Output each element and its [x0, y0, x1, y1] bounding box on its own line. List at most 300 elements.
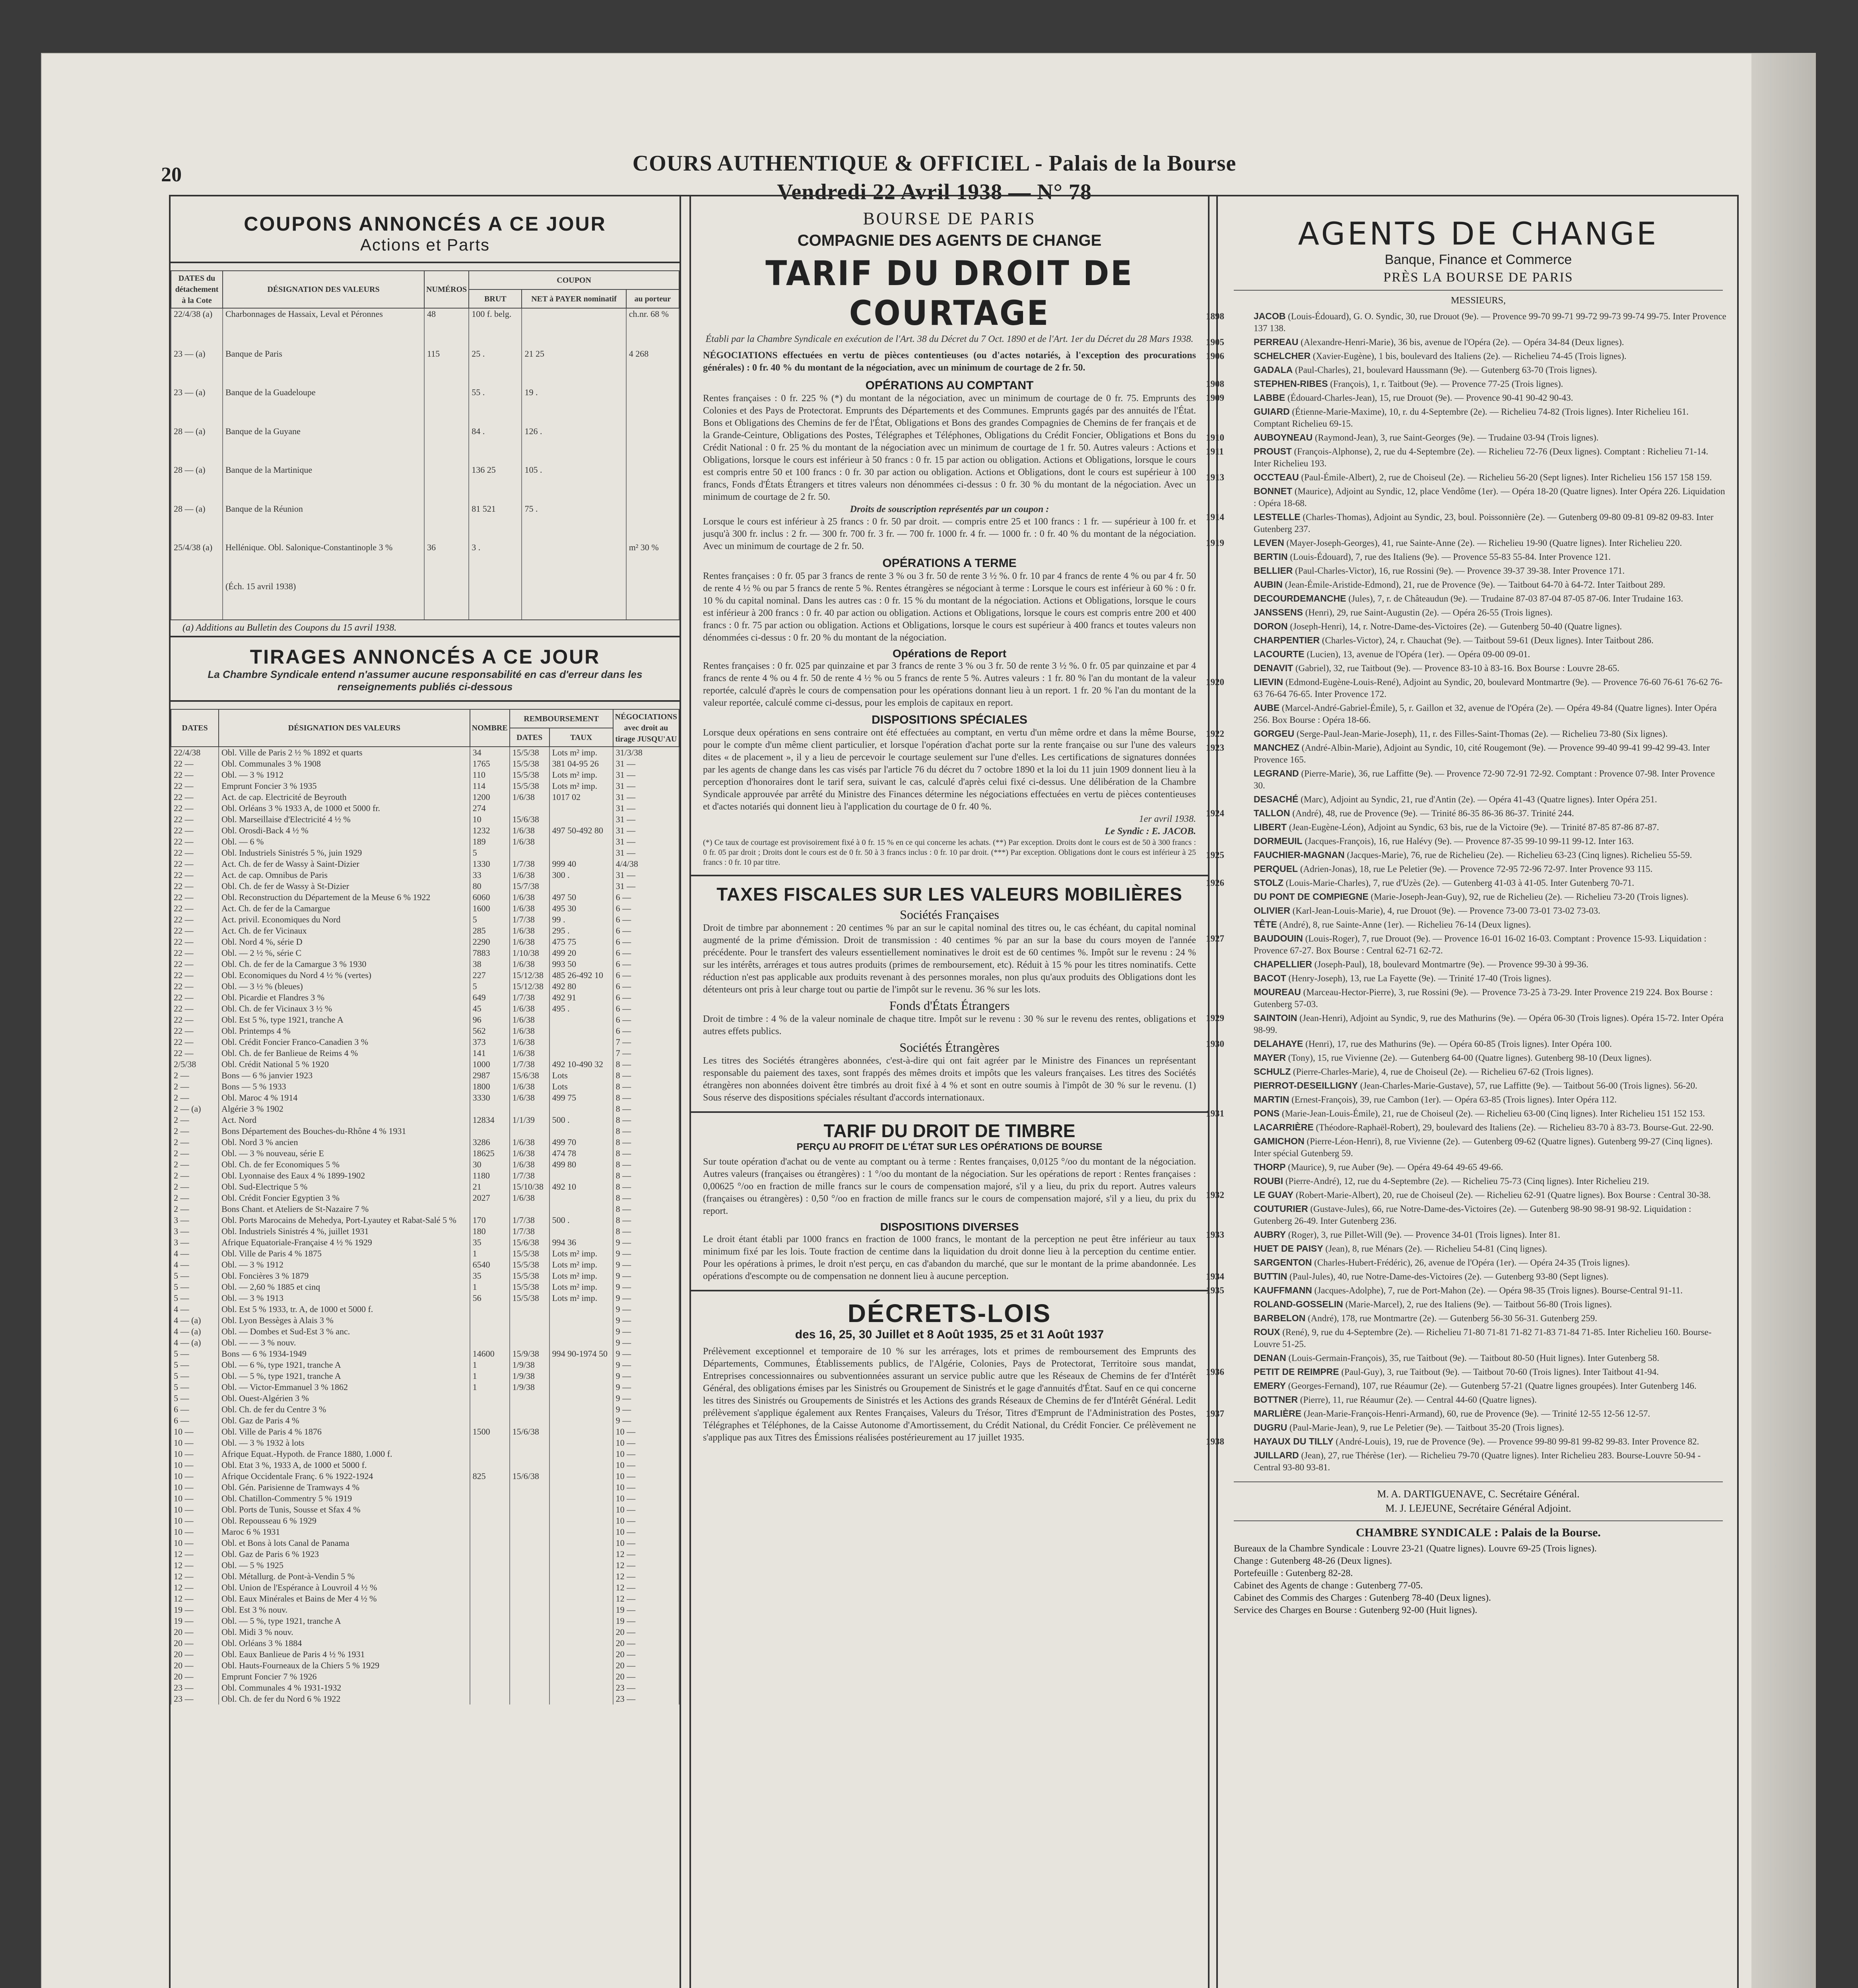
tirage-row-cell: 15/7/38 [510, 881, 549, 892]
agent-name: BOTTNER [1254, 1394, 1298, 1405]
chambre-title: CHAMBRE SYNDICALE : Palais de la Bourse. [1356, 1526, 1601, 1539]
agent-entry [1218, 662, 1739, 676]
agent-entry [1206, 537, 1739, 551]
tirage-row-cell: 492 10-490 32 [549, 1059, 613, 1070]
agent-name: AUBRY [1254, 1229, 1286, 1240]
tirage-row-cell: Obl. Crédit National 5 % 1920 [219, 1059, 470, 1070]
page-edge [1751, 54, 1815, 1988]
tirage-row-cell: Lots m² imp. [549, 1270, 613, 1281]
tirage-row-cell: 35 [470, 1270, 510, 1281]
agent-name: OLIVIER [1254, 905, 1291, 916]
agent-detail: (Jules), 7, r. de Châteaudun (9e). — Trudaine 87-03 87-04 87-05 87-06. Inter Trudaine 163. [1348, 594, 1683, 604]
tirage-row-cell: Act. de cap. Omnibus de Paris [219, 870, 470, 881]
tirage-row-cell: 15/5/38 [510, 1293, 549, 1304]
agent-entry [1218, 1079, 1739, 1093]
tirage-row-cell: 20 — [171, 1627, 219, 1638]
tirage-row-cell: 10 — [171, 1493, 219, 1504]
tirage-row [171, 1671, 679, 1682]
agent-name: PETIT DE REIMPRE [1254, 1367, 1339, 1377]
tirage-row [171, 1649, 679, 1660]
coupon-row-cell: 36 [424, 542, 469, 580]
tirage-row-cell: 6 — [171, 1404, 219, 1415]
taxes-etr-text: Droit de timbre : 4 % de la valeur nominale de chaque titre. Impôt sur le revenu : 30 % sur le revenu des rentes, obligations et autres effets publics. [703, 1014, 1196, 1037]
tirage-row-cell: 1/7/38 [510, 914, 549, 925]
right-column [1206, 196, 1739, 1988]
tirage-row-cell: 8 — [613, 1114, 679, 1126]
coupon-row-cell [626, 581, 679, 619]
tirage-row-cell: Bons — 6 % janvier 1923 [219, 1070, 470, 1081]
tirage-row-cell: Obl. Marseillaise d'Electricité 4 ½ % [219, 814, 470, 825]
tirage-row-cell [510, 1404, 549, 1415]
tirage-row-cell: 5 [470, 847, 510, 858]
agent-detail: (Charles-Victor), 24, r. Chauchat (9e). — Taitbout 59-61 (Deux lignes). Inter Taitbout 286. [1322, 635, 1654, 645]
coupon-row-cell: 105 . [522, 464, 626, 503]
tirage-row-cell: 1/7/38 [510, 1170, 549, 1181]
agent-detail: (Xavier-Eugène), 1 bis, boulevard des Italiens (2e). — Richelieu 74-45 (Trois lignes). [1312, 351, 1627, 361]
tirage-row-cell: 14600 [470, 1348, 510, 1359]
agent-name: CHAPELLIER [1254, 959, 1312, 969]
tirage-row-cell: 15/6/38 [510, 814, 549, 825]
content-frame [169, 195, 1739, 1988]
agent-entry [1218, 1093, 1739, 1107]
tirage-row-cell: 22 — [171, 970, 219, 981]
coupon-row-cell: 25/4/38 (a) [171, 542, 223, 580]
agent-entry [1218, 1298, 1739, 1312]
tirage-row [171, 1304, 679, 1315]
coupon-row-cell [171, 581, 223, 619]
tirage-row-cell: Obl. Industriels Sinistrés 4 %, juillet 1931 [219, 1226, 470, 1237]
agent-name: BELLIER [1254, 565, 1293, 576]
agent-name: PERQUEL [1254, 864, 1298, 874]
agent-detail: (Maurice), Adjoint au Syndic, 12, place Vendôme (1er). — Opéra 18-20 (Quatre lignes). Inter Opéra 226. Liquidation : Opéra 18-68. [1254, 486, 1725, 508]
tirage-row-cell: Bons Département des Bouches-du-Rhône 4 % 1931 [219, 1126, 470, 1137]
agent-entry [1206, 1038, 1739, 1052]
tirage-row-cell: 10 — [171, 1526, 219, 1538]
tirage-row-cell: Lots m² imp. [549, 1293, 613, 1304]
agent-name: LACOURTE [1254, 649, 1305, 659]
tirage-row [171, 858, 679, 870]
agent-entry [1206, 1189, 1739, 1203]
tirage-row-cell: 1/6/38 [510, 1192, 549, 1204]
tirage-row-cell [549, 1560, 613, 1571]
tirage-row-cell: 495 . [549, 1003, 613, 1014]
tirage-row-cell: 15/5/38 [510, 758, 549, 769]
tirage-row-cell: 475 75 [549, 936, 613, 947]
tirage-row-cell: Obl. Crédit Foncier Egyptien 3 % [219, 1192, 470, 1204]
tirage-row-cell: 1 [470, 1281, 510, 1293]
tirage-row-cell [549, 1660, 613, 1671]
tirage-row-cell [549, 1482, 613, 1493]
tirage-row-cell [549, 814, 613, 825]
tirage-row-cell: Obl. Communales 3 % 1908 [219, 758, 470, 769]
tirage-row-cell: Emprunt Foncier 7 % 1926 [219, 1671, 470, 1682]
tirage-row-cell: Obl. Lyonnaise des Eaux 4 % 1899-1902 [219, 1170, 470, 1181]
tirage-row-cell: 22 — [171, 947, 219, 959]
agent-detail: (Jacques-Marie), 76, rue de Richelieu (2e). — Richelieu 63-23 (Cinq lignes). Richelieu 55-59. [1347, 850, 1692, 860]
tirage-row-cell: Obl. Economiques du Nord 4 ½ % (vertes) [219, 970, 470, 981]
agent-name: COUTURIER [1254, 1204, 1308, 1214]
tirage-row [171, 1482, 679, 1493]
tirage-row-cell: 10 — [613, 1526, 679, 1538]
chambre-line: Change : Gutenberg 48-26 (Deux lignes). [1234, 1556, 1392, 1566]
agent-name: MOUREAU [1254, 987, 1301, 997]
agent-entry [1206, 676, 1739, 702]
agent-detail: (Gabriel), 32, rue Taitbout (9e). — Provence 83-10 à 83-16. Box Bourse : Louvre 28-65. [1295, 663, 1619, 673]
tirage-row-cell [549, 1359, 613, 1371]
chambre-line: Cabinet des Agents de change : Gutenberg 77-05. [1234, 1580, 1423, 1591]
tirage-row-cell: 8 — [613, 1159, 679, 1170]
tirage-row-cell: Obl. Est 3 % nouv. [219, 1604, 470, 1615]
tirage-row-cell: 114 [470, 780, 510, 792]
tirage-row-cell: 2027 [470, 1192, 510, 1204]
tirage-row-cell [510, 1671, 549, 1682]
tirage-row-cell: Obl. Ville de Paris 4 % 1876 [219, 1426, 470, 1437]
tirage-row-cell: Obl. Eaux Minérales et Bains de Mer 4 ½ % [219, 1593, 470, 1604]
agent-entry [1218, 958, 1739, 972]
agent-name: SCHELCHER [1254, 351, 1311, 361]
coupon-row-cell: Hellénique. Obl. Salonique-Constantinople 3 % [223, 542, 424, 580]
tirage-row-cell: 8 — [613, 1226, 679, 1237]
tirage-row-cell: 1600 [470, 903, 510, 914]
tirage-row-cell: 1/7/38 [510, 992, 549, 1003]
tirage-row-cell: 373 [470, 1037, 510, 1048]
coupon-row-cell: 115 [424, 348, 469, 387]
tirage-row [171, 1281, 679, 1293]
tirage-row-cell: Obl. Etat 3 %, 1933 A, de 1000 et 5000 f. [219, 1460, 470, 1471]
agent-entry [1206, 932, 1739, 958]
terme-text: Rentes françaises : 0 fr. 05 par 3 francs de rente 3 % ou 3 fr. 50 de rente 3 ½ %. 0 fr. 10 par 4 francs de rente 4 % ou par 4 fr. 50 de rente 4 ½ % ou par 5 francs de rente 5 %. Rentes étrangères se négociant à terme : Lorsque le cours est inférieur à 60 % : 0 fr. 10 % du capital nominal. Dans les autres cas : 0 fr. 15 % du montant de la négociation. Actions et Obligations, lorsque le cours est inférieur à 200 francs : 0 fr. 40 par action ou obligation. Actions et Obligations, lorsque le cours est compris entre 200 et 400 francs : 0 fr. 75 par action ou obligation. Actions et Obligations, lorsque le cours est supérieur à 400 francs et toutes valeurs non dénommées ci-dessus : 0 fr. 20 % du montant de la négociation. [703, 571, 1196, 643]
coupon-row-cell: 23 — (a) [171, 387, 223, 425]
tirage-row-cell: 492 80 [549, 981, 613, 992]
tirage-row-cell: 12834 [470, 1114, 510, 1126]
coupon-row-cell [626, 426, 679, 464]
tirage-row-cell: 2 — [171, 1081, 219, 1092]
agent-name: AUBE [1254, 703, 1280, 713]
agent-detail: (Étienne-Marie-Maxime), 10, r. du 4-Septembre (2e). — Richelieu 74-82 (Trois lignes). Inter Richelieu 161. Comptant Richelieu 69-15. [1254, 407, 1689, 429]
tirage-row-cell: 4 — [171, 1248, 219, 1259]
agent-detail: (Marceau-Hector-Pierre), 3, rue Rossini (9e). — Provence 73-25 à 73-29. Inter Provence 219 224. Box Bourse : Gutenberg 57-03. [1254, 987, 1713, 1009]
tirage-row-cell [549, 1571, 613, 1582]
agent-name: MARTIN [1254, 1094, 1289, 1105]
tirage-row [171, 1571, 679, 1582]
tirage-row-cell: 189 [470, 836, 510, 847]
agent-detail: (Paul-Marie-Jean), 9, rue Le Peletier (9e). — Taitbout 35-20 (Trois lignes). [1289, 1423, 1564, 1433]
tirage-row-cell: 7 — [613, 1037, 679, 1048]
tirage-row-cell: Act. Ch. de fer de Wassy à Saint-Dizier [219, 858, 470, 870]
tirage-row-cell: 9 — [613, 1415, 679, 1426]
tirage-row-cell: 1/6/38 [510, 892, 549, 903]
tirage-row-cell: Obl. Reconstruction du Département de la Meuse 6 % 1922 [219, 892, 470, 903]
agent-entry [1206, 336, 1739, 350]
tirage-row-cell [549, 847, 613, 858]
coupon-row-cell: 25 . [469, 348, 522, 387]
agent-year: 1931 [1206, 1109, 1224, 1118]
tirage-row-cell: 6 — [613, 959, 679, 970]
tirage-row-cell [549, 1693, 613, 1705]
agent-detail: (François-Alphonse), 2, rue du 4-Septembre (2e). — Richelieu 72-76 (Deux lignes). Comptant : Richelieu 71-14. Inter Richelieu 193. [1254, 447, 1709, 468]
agent-detail: (Lucien), 13, avenue de l'Opéra (1er). — Opéra 09-00 09-01. [1307, 649, 1530, 659]
tirage-row [171, 1293, 679, 1304]
agent-name: DORON [1254, 621, 1288, 631]
tirage-row-cell: 6 — [613, 981, 679, 992]
tirage-row-cell [549, 1549, 613, 1560]
agents-list [1206, 310, 1739, 1475]
tirage-row-cell: Obl. Printemps 4 % [219, 1025, 470, 1037]
tirage-row-cell: 4 — [171, 1259, 219, 1270]
tirage-row-cell [510, 1649, 549, 1660]
tirage-row-cell: 8 — [613, 1059, 679, 1070]
tirage-row-cell: 2 — [171, 1148, 219, 1159]
tirage-row [171, 1693, 679, 1705]
taxes-title: TAXES FISCALES SUR LES VALEURS MOBILIÈRES [716, 884, 1182, 905]
agent-entry [1218, 1052, 1739, 1066]
taxes-fr-title: Sociétés Françaises [900, 907, 999, 922]
agent-entry [1206, 350, 1739, 364]
agent-entry [1206, 1107, 1739, 1121]
agent-entry [1218, 634, 1739, 648]
tirage-row-cell: 2 — [171, 1181, 219, 1192]
agent-detail: (Mayer-Joseph-Georges), 41, rue Sainte-Anne (2e). — Richelieu 19-90 (Quatre lignes). Inter Richelieu 220. [1286, 538, 1682, 548]
tirage-row-cell: Emprunt Foncier 3 % 1935 [219, 780, 470, 792]
tirage-row-cell [510, 1315, 549, 1326]
tirage-row-cell: 9 — [613, 1382, 679, 1393]
agent-name: ROUX [1254, 1327, 1280, 1337]
tirage-row-cell [470, 1682, 510, 1693]
agent-year: 1929 [1206, 1013, 1224, 1023]
agent-detail: (Jean), 8, rue Ménars (2e). — Richelieu 54-81 (Cinq lignes). [1325, 1244, 1547, 1254]
agent-detail: (Pierre-André), 12, rue du 4-Septembre (2e). — Richelieu 75-73 (Cinq lignes). Inter Richelieu 219. [1285, 1176, 1649, 1186]
tirage-row-cell: 1/6/38 [510, 1048, 549, 1059]
tirage-row-cell: 10 — [171, 1426, 219, 1437]
agent-detail: (Adrien-Jonas), 18, rue Le Peletier (9e). — Provence 72-95 72-96 72-97. Inter Provence 93 115. [1300, 864, 1653, 874]
tirage-row-cell: 8 — [613, 1103, 679, 1114]
tirage-row [171, 1037, 679, 1048]
agent-detail: (Georges-Fernand), 107, rue Réaumur (2e). — Gutenberg 57-21 (Quatre lignes groupées). Inter Gutenberg 146. [1288, 1381, 1697, 1391]
tirage-row-cell: 99 . [549, 914, 613, 925]
agent-entry [1218, 1256, 1739, 1270]
tirage-row-cell: 15/5/38 [510, 1281, 549, 1293]
tirage-row-cell: Obl. Nord 3 % ancien [219, 1137, 470, 1148]
tirage-row [171, 1181, 679, 1192]
agent-name: LEVEN [1254, 538, 1284, 548]
tirage-row-cell [470, 1615, 510, 1627]
tirage-row-cell: 2 — [171, 1170, 219, 1181]
tirage-row-cell: 295 . [549, 925, 613, 936]
agent-name: ROUBI [1254, 1176, 1283, 1186]
dispositions-notes: (*) Ce taux de courtage est provisoirement fixé à 0 fr. 15 % en ce qui concerne les achats. (**) Par exception. Droits dont le cours est de 50 à 300 francs : 0 fr. 05 par droit ; Droits dont le cours est de 0 fr. 50 à 3 francs inclus : 0 fr. 10 par droit. (***) Par exception. Obligations dont le cours est inférieur à 25 francs : 0 fr. 10 par titre. [703, 838, 1196, 867]
tirage-row [171, 1059, 679, 1070]
agent-detail: (Pierre), 11, rue Réaumur (2e). — Central 44-60 (Quatre lignes). [1300, 1395, 1537, 1405]
tirage-row-cell: 10 — [613, 1493, 679, 1504]
agent-year: 1911 [1206, 447, 1224, 456]
tirage-row-cell: 22 — [171, 925, 219, 936]
tirage-row-cell: Obl. Ch. de fer de la Camargue 3 % 1930 [219, 959, 470, 970]
tirage-row-cell: 10 — [171, 1448, 219, 1460]
tirage-row-cell: 7 — [613, 1048, 679, 1059]
agent-entry [1218, 821, 1739, 835]
tirage-row-cell: Lots m² imp. [549, 780, 613, 792]
tirage-row-cell: Obl. Maroc 4 % 1914 [219, 1092, 470, 1103]
tirage-row [171, 970, 679, 981]
tirage-row-cell: 22 — [171, 814, 219, 825]
agent-entry [1218, 1312, 1739, 1326]
agent-name: PONS [1254, 1108, 1280, 1118]
tirage-row-cell: Obl. Chatillon-Commentry 5 % 1919 [219, 1493, 470, 1504]
tirage-row-cell: Lots m² imp. [549, 1259, 613, 1270]
tirage-row-cell [549, 1671, 613, 1682]
tirage-row-cell: 274 [470, 803, 510, 814]
tirage-row-cell: 9 — [613, 1304, 679, 1315]
tirage-row-cell: 4/4/38 [613, 858, 679, 870]
coupon-row-cell: 126 . [522, 426, 626, 464]
tirage-row-cell: 6 — [613, 903, 679, 914]
coupon-row-cell: 23 — (a) [171, 348, 223, 387]
agent-name: LIBERT [1254, 822, 1287, 832]
tirage-row-cell: 180 [470, 1226, 510, 1237]
tirage-row-cell: 22 — [171, 903, 219, 914]
tirage-row-cell: Obl. Orléans 3 % 1884 [219, 1638, 470, 1649]
tirage-row-cell [510, 1103, 549, 1114]
tirage-row-cell: 6 — [613, 992, 679, 1003]
tirage-row-cell: 22 — [171, 758, 219, 769]
tirage-row-cell: Obl. Ports Marocains de Mehedya, Port-Lyautey et Rabat-Salé 5 % [219, 1215, 470, 1226]
souscription-title: Droits de souscription représentés par un coupon : [850, 504, 1049, 514]
taxes-soc-text: Les titres des Sociétés étrangères abonnées, c'est-à-dire qui ont fait agréer par le Ministre des Finances un représentant responsable du paiement des taxes, sont frappés des mêmes droits et impôts que les valeurs françaises. Les titres des Sociétés étrangères non abonnées doivent être timbrés au droit fixé à 4 % et sont en outre soumis à l'impôt de 30 % sur le revenu. (1) Sous réserve des dispositions spéciales résultant d'accords internationaux. [703, 1056, 1196, 1103]
tirage-row-cell: 1/6/38 [510, 1025, 549, 1037]
tirage-row-cell: Lots [549, 1070, 613, 1081]
tirage-row-cell [549, 1404, 613, 1415]
agent-detail: (Pierre-Marie), 36, rue Laffitte (9e). — Provence 72-90 72-91 72-92. Comptant : Provence 07-98. Inter Provence 30. [1254, 769, 1715, 790]
agent-year: 1906 [1206, 351, 1224, 361]
agent-name: AUBIN [1254, 579, 1283, 590]
agent-detail: (Paul-Jules), 40, rue Notre-Dame-des-Victoires (2e). — Gutenberg 93-80 (Sept lignes). [1289, 1272, 1609, 1281]
tirage-row-cell: 45 [470, 1003, 510, 1014]
tirage-row [171, 1538, 679, 1549]
tirage-row-cell [549, 1593, 613, 1604]
tirage-row-cell [470, 1526, 510, 1538]
taxes-soc-title: Sociétés Étrangères [899, 1040, 1000, 1054]
tirage-row [171, 1460, 679, 1471]
tirage-row-cell: 8 — [613, 1181, 679, 1192]
coupon-row-cell [626, 387, 679, 425]
tirage-row-cell: 19 — [171, 1615, 219, 1627]
coupon-row-cell [469, 581, 522, 619]
syndic-signature: Le Syndic : E. JACOB. [1105, 826, 1196, 837]
coupon-row-cell: Banque de la Martinique [223, 464, 424, 503]
agent-year: 1914 [1206, 512, 1224, 522]
tirage-row-cell: Obl. Ch. de fer du Nord 6 % 1922 [219, 1693, 470, 1705]
coupon-row-cell: 84 . [469, 426, 522, 464]
tirage-row-cell: 22 — [171, 936, 219, 947]
tirage-row-cell: 5 — [171, 1270, 219, 1281]
agent-detail: (Joseph-Henri), 14, r. Notre-Dame-des-Victoires (2e). — Gutenberg 50-40 (Quatre lignes). [1290, 621, 1622, 631]
tirage-row-cell: 31 — [613, 792, 679, 803]
agent-detail: (Jean-Charles-Marie-Gustave), 57, rue Laffitte (9e). — Taitbout 56-00 (Trois lignes). 56-20. [1360, 1081, 1697, 1091]
tirage-row [171, 925, 679, 936]
tirage-row-cell [549, 1037, 613, 1048]
tirage-row-cell: 12 — [613, 1549, 679, 1560]
agent-detail: (Jean-Émile-Aristide-Edmond), 21, rue de Provence (9e). — Taitbout 64-70 à 64-72. Inter Taitbout 289. [1285, 580, 1666, 590]
agent-name: CHARPENTIER [1254, 635, 1320, 645]
tirage-row-cell [510, 1604, 549, 1615]
coupon-row-cell [522, 542, 626, 580]
tirage-row-cell: 499 80 [549, 1159, 613, 1170]
tirage-row-cell: 8 — [613, 1137, 679, 1148]
agent-entry [1206, 728, 1739, 742]
tirage-row [171, 1159, 679, 1170]
tirage-row-cell: 31 — [613, 814, 679, 825]
tirage-row-cell: Obl. Métallurg. de Pont-à-Vendin 5 % [219, 1571, 470, 1582]
tirage-row-cell: Obl. Eaux Banlieue de Paris 4 ½ % 1931 [219, 1649, 470, 1660]
agent-name: LE GUAY [1254, 1190, 1294, 1200]
tirage-row-cell: 9 — [613, 1259, 679, 1270]
tirage-row-cell: 22 — [171, 981, 219, 992]
tirage-row-cell [549, 1649, 613, 1660]
tirage-row-cell: 15/6/38 [510, 1237, 549, 1248]
tirage-row-cell: 12 — [171, 1582, 219, 1593]
tirage-row-cell [549, 1615, 613, 1627]
tirage-row [171, 1604, 679, 1615]
tirage-row-cell: 1200 [470, 792, 510, 803]
agent-detail: (Joseph-Paul), 18, boulevard Montmartre (9e). — Provence 99-30 à 99-36. [1314, 959, 1588, 969]
agent-name: KAUFFMANN [1254, 1285, 1312, 1295]
tirage-row-cell: Afrique Equatoriale-Française 4 ½ % 1929 [219, 1237, 470, 1248]
dispositions-date: 1er avril 1938. [1139, 814, 1196, 824]
agent-name: STEPHEN-RIBES [1254, 379, 1328, 389]
tirage-row-cell: 1232 [470, 825, 510, 836]
tirage-row-cell: Obl. — 6 %, type 1921, tranche A [219, 1359, 470, 1371]
tirage-row [171, 1426, 679, 1437]
agent-name: GORGEU [1254, 728, 1295, 739]
agent-name: LEGRAND [1254, 768, 1299, 779]
tirage-row [171, 1504, 679, 1515]
tirage-row-cell: 2 — [171, 1137, 219, 1148]
coupon-row-cell: 48 [424, 308, 469, 348]
agent-name: MANCHEZ [1254, 742, 1299, 753]
tirage-row-cell: 10 — [613, 1504, 679, 1515]
agent-entry [1218, 565, 1739, 579]
tirage-row-cell [470, 1326, 510, 1337]
tirage-row-cell: 6540 [470, 1259, 510, 1270]
tirage-row-cell: 15/6/38 [510, 1426, 549, 1437]
agent-entry [1218, 986, 1739, 1012]
tirage-row-cell: 3 — [171, 1226, 219, 1237]
tirage-row-cell: Obl. Ouest-Algérien 3 % [219, 1393, 470, 1404]
agent-name: DESACHÉ [1254, 794, 1299, 804]
dispositions-text: Lorsque deux opérations en sens contraire ont été effectuées au comptant, en vertu d'un même ordre et dans la même Bourse, pour le compte d'un même client particulier, et lorsque l'opération d'achat porte sur la rente française ou sur l'une des valeurs dites « de placement », il y a lieu de percevoir le courtage seulement sur l'une d'elles. Les certifications de signatures données par les agents de change dans les cas visés par l'article 76 du décret du 7 octobre 1890 et la loi du 11 juin 1909 donnent lieu à la perception d'honoraires dont le tarif sera, suivant le cas, calculé d'après celui fixé ci-dessus. Une délibération de la Chambre Syndicale approuvée par arrêté du Ministre des Finances détermine les négociations effectuées en vertu de pièces contentieuses et d'actes notariés qui donnent lieu à l'application du courtage de 0 fr. 40 %. [703, 728, 1196, 812]
agent-entry [1206, 445, 1739, 471]
tirage-row-cell: 15/12/38 [510, 970, 549, 981]
agent-detail: (Charles-Thomas), Adjoint au Syndic, 23, boul. Poissonnière (2e). — Gutenberg 09-80 09-81 09-82 09-83. Inter Gutenberg 237. [1254, 512, 1714, 534]
report-title: Opérations de Report [892, 647, 1007, 660]
tirage-row-cell: 499 70 [549, 1137, 613, 1148]
tirage-row-cell: 5 [470, 981, 510, 992]
tirage-row [171, 903, 679, 914]
tirage-row [171, 1237, 679, 1248]
tirage-row-cell: Obl. — Victor-Emmanuel 3 % 1862 [219, 1382, 470, 1393]
tirage-row-cell: Obl. — 3 % nouveau, série E [219, 1148, 470, 1159]
tirage-row-cell: Obl. — 5 %, type 1921, tranche A [219, 1371, 470, 1382]
tirage-row-cell: Obl. — 3 ½ % (bleues) [219, 981, 470, 992]
agent-name: LABBE [1254, 392, 1285, 403]
tirage-row-cell [549, 1048, 613, 1059]
tirage-row-cell: Obl. Communales 4 % 1931-1932 [219, 1682, 470, 1693]
tirage-row-cell: 20 — [171, 1671, 219, 1682]
tirage-row-cell: Obl. — Dombes et Sud-Est 3 % anc. [219, 1326, 470, 1337]
agent-year: 1923 [1206, 743, 1224, 753]
agent-detail: (Charles-Hubert-Frédéric), 26, avenue de l'Opéra (1er). — Opéra 24-35 (Trois lignes). [1314, 1258, 1630, 1268]
tirage-row-cell: 6 — [613, 925, 679, 936]
